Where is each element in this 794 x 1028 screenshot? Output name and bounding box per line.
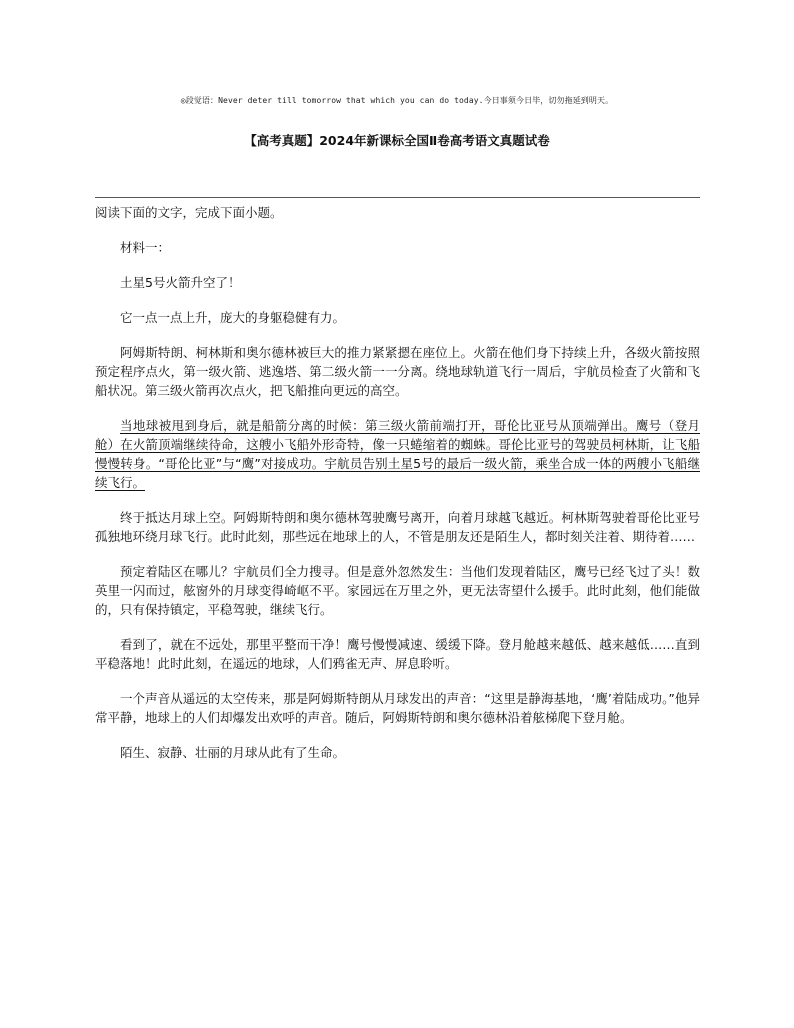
header-motto: ◎段觉语：Never deter till tomorrow that which you can do today.今日事须今日毕，切勿拖延到明天。 <box>180 96 614 105</box>
paragraph: 土星5号火箭升空了！ <box>120 275 241 290</box>
paragraph: 预定着陆区在哪儿？宇航员们全力搜寻。但是意外忽然发生：当他们发现着陆区，鹰号已经飞过了头！数英里一闪而过，舷窗外的月球变得崎岖不平。家园远在万里之外，更无法寄望什么援手。此时此刻，他们能做的，只有保持镇定，平稳驾驶，继续飞行。 <box>95 564 700 617</box>
underlined-paragraph <box>95 416 700 492</box>
paragraph: 终于抵达月球上空。阿姆斯特朗和奥尔德林驾驶鹰号离开，向着月球越飞越近。柯林斯驾驶着哥伦比亚号孤独地环绕月球飞行。此时此刻，那些远在地球上的人，不管是朋友还是陌生人，都时刻关注着、期待着…… <box>95 510 700 544</box>
paragraph: 看到了，就在不远处，那里平整而干净！鹰号慢慢减速、缓缓下降。登月舱越来越低、越来越低……直到平稳落地！此时此刻，在遥远的地球，人们鸦雀无声、屏息聆听。 <box>95 637 700 671</box>
passage <box>95 203 700 778</box>
paragraph: 阿姆斯特朗、柯林斯和奥尔德林被巨大的推力紧紧摁在座位上。火箭在他们身下持续上升，各级火箭按照预定程序点火，第一级火箭、逃逸塔、第二级火箭一一分离。绕地球轨道飞行一周后，宇航员检查了火箭和飞船状况。第三级火箭再次点火，把飞船推向更远的高空。 <box>95 345 700 398</box>
header-divider <box>95 197 700 198</box>
material-label: 材料一： <box>120 240 171 255</box>
paragraph: 陌生、寂静、壮丽的月球从此有了生命。 <box>120 745 346 760</box>
paragraph: 一个声音从遥远的太空传来，那是阿姆斯特朗从月球发出的声音：“这里是静海基地，‘鹰’着陆成功。”他异常平静，地球上的人们却爆发出欢呼的声音。随后，阿姆斯特朗和奥尔德林沿着舷梯爬下登月舱。 <box>95 691 700 725</box>
instruction-text: 阅读下面的文字，完成下面小题。 <box>95 205 283 220</box>
paragraph: 它一点一点上升，庞大的身躯稳健有力。 <box>120 310 346 325</box>
underlined-passage: 当地球被甩到身后，就是船箭分离的时候：第三级火箭前端打开，哥伦比亚号从顶端弹出。鹰号（登月舱）在火箭顶端继续待命，这艘小飞船外形奇特，像一只蜷缩着的蜘蛛。哥伦比亚号的驾驶员柯林斯，让飞船慢慢转身。“哥伦比亚”与“鹰”对接成功。宇航员告别土星5号的最后一级火箭，乘坐合成一体的两艘小飞船继续飞行。 <box>95 418 700 490</box>
page-title: 【高考真题】2024年新课标全国Ⅱ卷高考语文真题试卷 <box>244 133 550 148</box>
